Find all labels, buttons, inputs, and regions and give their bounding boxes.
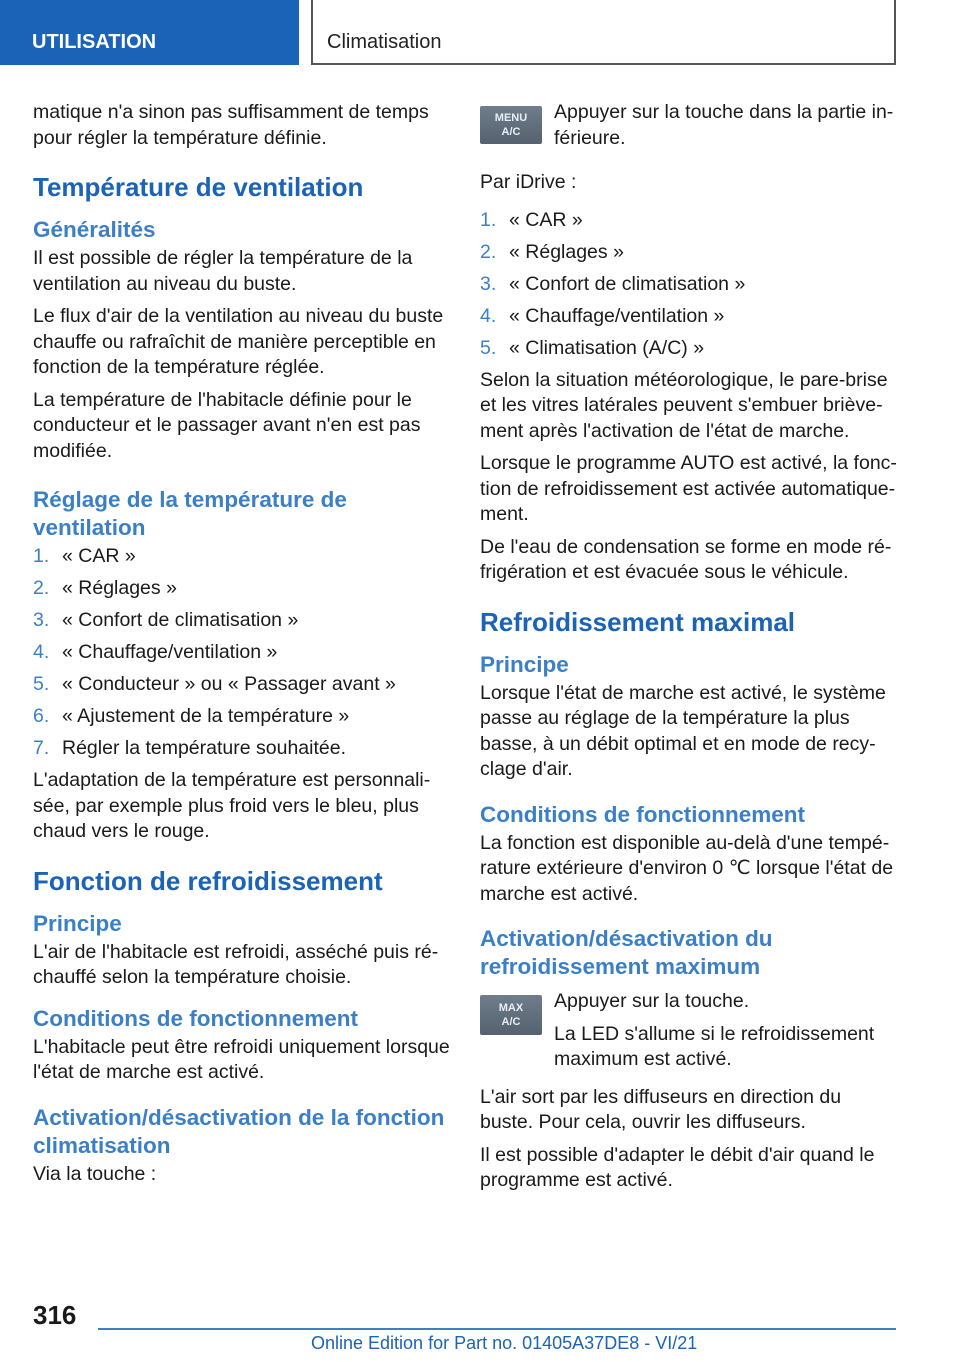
section-tab: UTILISATION: [0, 0, 299, 65]
paragraph: Il est possible d'adapter le débit d'air quand le programme est activé.: [480, 1143, 875, 1191]
heading-operating-conditions: Conditions de fonctionnement: [480, 801, 805, 827]
heading-activation-ac: Activation/désactivation de la fonction climatisation: [33, 1104, 445, 1158]
paragraph: L'air sort par les diffuseurs en direction du buste. Pour cela, ouvrir les diffuseurs.: [480, 1085, 842, 1133]
max-ac-key-icon: MAX A/C: [480, 995, 542, 1035]
list-item: 7. Régler la température souhaitée.: [33, 737, 346, 759]
list-item: 4. « Chauffage/ventilation »: [480, 304, 725, 327]
list-item: 6. « Ajustement de la température »: [33, 705, 350, 727]
list-item: 2. « Réglages »: [480, 240, 624, 263]
list-item: 3. « Confort de climatisation »: [480, 272, 746, 295]
paragraph: Il est possible de régler la température de la ventilation au niveau du buste.: [33, 247, 413, 295]
list-item: 1. « CAR »: [33, 545, 136, 567]
paragraph: Par iDrive :: [480, 171, 577, 193]
heading-adjust-ventilation: Réglage de la température de ventilation: [33, 487, 347, 540]
heading-max-cooling: Refroidissement maximal: [480, 606, 796, 637]
heading-general: Généralités: [33, 217, 156, 242]
paragraph: Lorsque l'état de marche est activé, le système passe au réglage de la température la plus basse, à un débit optimal et en mode de recyclage d'air.: [480, 681, 886, 780]
menu-ac-key-icon: MENU A/C: [480, 106, 542, 144]
paragraph: matique n'a sinon pas suffisamment de temps pour régler la température définie.: [33, 101, 429, 149]
paragraph: Selon la situation météorologique, le pare-brise et les vitres latérales peuvent s'embuer brièvement après l'activation de l'état de marche.: [480, 368, 888, 442]
footer-divider: [98, 1328, 896, 1330]
heading-ventilation-temperature: Température de ventilation: [33, 172, 364, 202]
heading-activation-max: Activation/désactivation du refroidissement maximum: [480, 926, 773, 979]
paragraph: L'air de l'habitacle est refroidi, asséché puis réchauffé selon la température choisie.: [33, 940, 439, 988]
list-item: 2. « Réglages »: [33, 577, 177, 599]
steps-list: [480, 208, 898, 362]
left-column: [33, 100, 451, 1194]
paragraph: L'habitacle peut être refroidi uniquement lorsque l'état de marche est activé.: [33, 1035, 450, 1083]
heading-principle: Principe: [33, 910, 122, 936]
paragraph: La température de l'habitacle définie pour le conducteur et le passager avant n'en est pas modifiée.: [33, 388, 421, 462]
paragraph: De l'eau de condensation se forme en mode réfrigération et est évacuée sous le véhicule.: [480, 535, 892, 583]
paragraph: Le flux d'air de la ventilation au niveau du buste chauffe ou rafraîchit de manière perceptible en fonction de la température réglée.: [33, 305, 444, 378]
paragraph: Via la touche :: [33, 1162, 157, 1185]
heading-operating-conditions: Conditions de fonctionnement: [33, 1005, 358, 1031]
paragraph: Appuyer sur la touche dans la partie inférieure.: [554, 101, 894, 149]
paragraph: L'adaptation de la température est personnalisée, par exemple plus froid vers le bleu, plus chaud vers le rouge.: [33, 769, 431, 842]
page-number: 316: [33, 1300, 77, 1330]
heading-cooling-function: Fonction de refroidissement: [33, 865, 383, 896]
menu-ac-instruction: [480, 100, 898, 164]
paragraph: Lorsque le programme AUTO est activé, la fonction de refroidissement est activée automatiquement.: [480, 452, 897, 525]
paragraph: La LED s'allume si le refroidissement maximum est activé.: [554, 1022, 875, 1070]
heading-principle: Principe: [480, 651, 569, 677]
list-item: 5. « Climatisation (A/C) »: [480, 336, 705, 359]
list-item: 1. « CAR »: [480, 208, 583, 231]
paragraph: La fonction est disponible au-delà d'une température extérieure d'environ 0 ℃ lorsque l'état de marche est activé.: [480, 831, 894, 905]
list-item: 5. « Conducteur » ou « Passager avant »: [33, 673, 396, 695]
max-ac-instruction: [480, 989, 898, 1073]
chapter-title: Climatisation: [311, 0, 896, 65]
paragraph: Appuyer sur la touche.: [554, 990, 750, 1012]
steps-list: [33, 544, 451, 762]
right-column: [480, 100, 898, 1201]
list-item: 3. « Confort de climatisation »: [33, 609, 299, 631]
list-item: 4. « Chauffage/ventilation »: [33, 641, 278, 663]
footer-edition: Online Edition for Part no. 01405A37DE8 - VI/21: [311, 1333, 698, 1353]
